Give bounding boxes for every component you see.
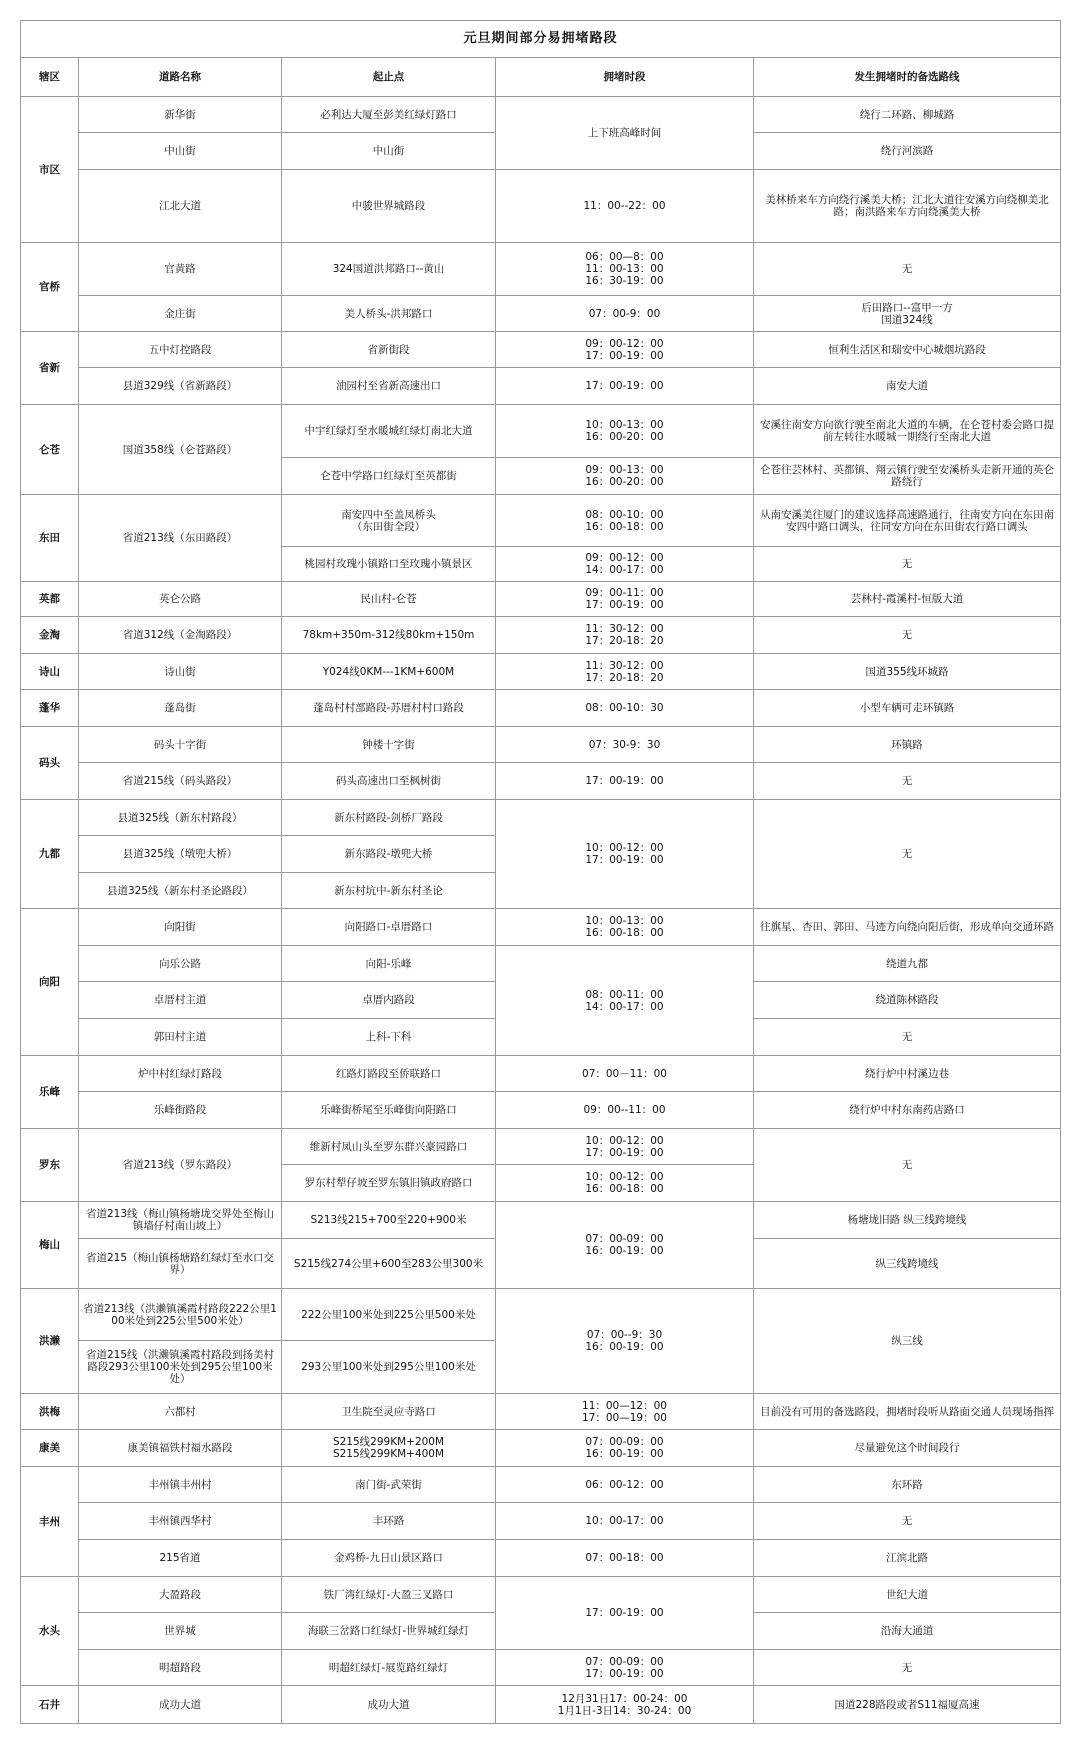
start-end-cell: 中宇红绿灯至水暖城红绿灯南北大道 [282,405,496,458]
start-end-cell: 293公里100米处到295公里100米处 [282,1341,496,1394]
district-cell: 省新 [21,332,79,405]
start-end-cell: S215线299KM+200M S215线299KM+400M [282,1430,496,1467]
congestion-time-cell: 07：30-9：30 [496,727,754,763]
road-name-cell: 炉中村红绿灯路段 [79,1056,282,1092]
district-cell: 英都 [21,582,79,617]
district-cell: 向阳 [21,909,79,1056]
road-name-cell: 县道325线（新东村圣论路段） [79,873,282,909]
table-row [21,909,1061,946]
start-end-cell: 222公里100米处到225公里500米处 [282,1289,496,1341]
alternative-route-cell: 东环路 [754,1467,1061,1503]
road-name-cell: 县道329线（省新路段） [79,368,282,405]
district-cell: 市区 [21,97,79,243]
road-name-cell: 向乐公路 [79,946,282,982]
congestion-sheet [20,20,1060,1724]
alternative-route-cell: 仑苍往芸林村、英都镇、翔云镇行驶至安溪桥头走新开通的英仑路绕行 [754,458,1061,495]
road-name-cell: 中山街 [79,133,282,170]
table-row [21,1129,1061,1165]
start-end-cell: Y024线0KM---1KM+600M [282,654,496,690]
road-name-cell: 省道312线（金淘路段） [79,617,282,654]
congestion-time-cell: 07：00-18：00 [496,1540,754,1577]
district-cell: 洪梅 [21,1394,79,1430]
road-name-cell: 官黄路 [79,243,282,296]
congestion-time-cell: 07：00－11：00 [496,1056,754,1092]
alternative-route-cell: 安溪往南安方向欲行驶至南北大道的车辆，在仑苍村委会路口提前左转往水暖城一期绕行至南北大道 [754,405,1061,458]
district-cell: 乐峰 [21,1056,79,1129]
alternative-route-cell: 沿海大通道 [754,1613,1061,1650]
header-range: 起止点 [282,58,496,97]
alternative-route-cell: 无 [754,1019,1061,1056]
table-row [21,1056,1061,1092]
road-name-cell: 江北大道 [79,170,282,243]
table-row [21,654,1061,690]
road-name-cell: 码头十字街 [79,727,282,763]
congestion-time-cell: 10：00-12：00 17：00-19：00 [496,800,754,909]
road-name-cell: 国道358线（仑苍路段） [79,405,282,495]
table-row [21,1686,1061,1724]
table-row [21,1394,1061,1430]
table-row [21,170,1061,243]
congestion-time-cell: 10：00-17：00 [496,1503,754,1540]
table-row [21,1289,1061,1341]
district-cell: 梅山 [21,1202,79,1289]
alternative-route-cell: 目前没有可用的备选路段，拥堵时段听从路面交通人员现场指挥 [754,1394,1061,1430]
alternative-route-cell: 绕行二环路、柳城路 [754,97,1061,133]
road-name-cell: 丰州镇西华村 [79,1503,282,1540]
alternative-route-cell: 纵三线跨境线 [754,1239,1061,1289]
congestion-time-cell: 09：00-12：00 14：00-17：00 [496,547,754,582]
start-end-cell: 上科-下科 [282,1019,496,1056]
congestion-time-cell: 11：00—12：00 17：00—19：00 [496,1394,754,1430]
start-end-cell: 南门街-武荣街 [282,1467,496,1503]
alternative-route-cell: 绕道九都 [754,946,1061,982]
alternative-route-cell: 从南安溪美往厦门的建议选择高速路通行，往南安方向在东田南安四中路口调头，往同安方向在东田街农行路口调头 [754,495,1061,547]
congestion-time-cell: 17：00-19：00 [496,1577,754,1650]
table-row [21,1577,1061,1613]
table-row [21,368,1061,405]
table-row [21,97,1061,133]
start-end-cell: 中骏世界城路段 [282,170,496,243]
start-end-cell: 海联三岔路口红绿灯-世界城红绿灯 [282,1613,496,1650]
district-cell: 东田 [21,495,79,582]
district-cell: 石井 [21,1686,79,1724]
start-end-cell: 新东村路段-剑桥厂路段 [282,800,496,836]
district-cell: 仑苍 [21,405,79,495]
congestion-time-cell: 11：30-12：00 17：20-18：20 [496,617,754,654]
road-name-cell: 金庄街 [79,296,282,332]
start-end-cell: 油园村至省新高速出口 [282,368,496,405]
start-end-cell: 省新街段 [282,332,496,368]
start-end-cell: 卓厝内路段 [282,982,496,1019]
header-time: 拥堵时段 [496,58,754,97]
start-end-cell: 中山街 [282,133,496,170]
start-end-cell: 桃园村玫瑰小镇路口至玫瑰小镇景区 [282,547,496,582]
start-end-cell: 罗东村犁仔坡至罗东镇旧镇政府路口 [282,1165,496,1202]
start-end-cell: 美人桥头-洪邦路口 [282,296,496,332]
table-row [21,617,1061,654]
road-name-cell: 省道215（梅山镇杨塘路红绿灯至水口交界） [79,1239,282,1289]
congestion-time-cell: 06：00-12：00 [496,1467,754,1503]
road-name-cell: 诗山街 [79,654,282,690]
district-cell: 罗东 [21,1129,79,1202]
road-name-cell: 省道213线（东田路段） [79,495,282,582]
alternative-route-cell: 无 [754,800,1061,909]
alternative-route-cell: 后田路口--富甲一方 国道324线 [754,296,1061,332]
start-end-cell: 78km+350m-312线80km+150m [282,617,496,654]
table-row [21,1092,1061,1129]
start-end-cell: 新东村坑中-新东村圣论 [282,873,496,909]
district-cell: 蓬华 [21,690,79,727]
start-end-cell: 民山村-仑苍 [282,582,496,617]
start-end-cell: 明超红绿灯-展览路红绿灯 [282,1650,496,1686]
alternative-route-cell: 杨塘垅旧路 纵三线跨境线 [754,1202,1061,1239]
table-row [21,243,1061,296]
road-name-cell: 英仑公路 [79,582,282,617]
road-name-cell: 丰州镇丰州村 [79,1467,282,1503]
alternative-route-cell: 小型车辆可走环镇路 [754,690,1061,727]
start-end-cell: 324国道洪邦路口--黄山 [282,243,496,296]
road-name-cell: 康美镇福铁村福水路段 [79,1430,282,1467]
table-row [21,1540,1061,1577]
road-name-cell: 卓厝村主道 [79,982,282,1019]
start-end-cell: 新东路段-墩兜大桥 [282,836,496,873]
congestion-time-cell: 11：00--22：00 [496,170,754,243]
alternative-route-cell: 无 [754,617,1061,654]
start-end-cell: 仑苍中学路口红绿灯至英都街 [282,458,496,495]
table-row [21,405,1061,458]
road-name-cell: 向阳街 [79,909,282,946]
congestion-time-cell: 08：00-11：00 14：00-17：00 [496,946,754,1056]
congestion-time-cell: 07：00-9：00 [496,296,754,332]
road-name-cell: 郭田村主道 [79,1019,282,1056]
start-end-cell: 蓬岛村村部路段-苏厝村村口路段 [282,690,496,727]
congestion-time-cell: 08：00-10：00 16：00-18：00 [496,495,754,547]
alternative-route-cell: 美林桥来车方向绕行溪美大桥；江北大道往安溪方向绕柳美北路；南洪路来车方向绕溪美大桥 [754,170,1061,243]
road-name-cell: 省道213线（梅山镇杨塘垅交界处至梅山镇墙仔村南山坡上） [79,1202,282,1239]
road-name-cell: 乐峰街路段 [79,1092,282,1129]
alternative-route-cell: 恒利生活区和瑞安中心城烟坑路段 [754,332,1061,368]
start-end-cell: 向阳路口-卓厝路口 [282,909,496,946]
start-end-cell: S213线215+700至220+900米 [282,1202,496,1239]
congestion-time-cell: 09：00-13：00 16：00-20：00 [496,458,754,495]
district-cell: 洪濑 [21,1289,79,1394]
congestion-time-cell: 07：00-09：00 17：00-19：00 [496,1650,754,1686]
alternative-route-cell: 无 [754,1129,1061,1202]
start-end-cell: S215线274公里+600至283公里300米 [282,1239,496,1289]
congestion-time-cell: 07：00-09：00 16：00-19：00 [496,1430,754,1467]
start-end-cell: 南安四中至盖凤桥头 （东田街全段） [282,495,496,547]
header-alternative: 发生拥堵时的备选路线 [754,58,1061,97]
congestion-time-cell: 07：00-09：00 16：00-19：00 [496,1202,754,1289]
district-cell: 诗山 [21,654,79,690]
congestion-time-cell: 06：00—8：00 11：00-13：00 16：30-19：00 [496,243,754,296]
congestion-time-cell: 07：00--9：30 16：00-19：00 [496,1289,754,1394]
table-row [21,946,1061,982]
table-row [21,1202,1061,1239]
start-end-cell: 向阳-乐峰 [282,946,496,982]
road-name-cell: 省道215线（洪濑镇溪霞村路段到扬美村路段293公里100米处到295公里100米处） [79,1341,282,1394]
title-row [21,21,1061,58]
table-row [21,1650,1061,1686]
alternative-route-cell: 无 [754,547,1061,582]
alternative-route-cell: 无 [754,1503,1061,1540]
table-row [21,690,1061,727]
start-end-cell: 钟楼十字街 [282,727,496,763]
start-end-cell: 码头高速出口至枫树街 [282,763,496,800]
table-row [21,332,1061,368]
alternative-route-cell: 南安大道 [754,368,1061,405]
alternative-route-cell: 绕行炉中村东南药店路口 [754,1092,1061,1129]
road-name-cell: 省道213线（洪濑镇溪霞村路段222公里100米处到225公里500米处） [79,1289,282,1341]
table-row [21,763,1061,800]
table-body [21,97,1061,1724]
road-name-cell: 世界城 [79,1613,282,1650]
start-end-cell: 维新村凤山头至罗东群兴豪园路口 [282,1129,496,1165]
table-row [21,727,1061,763]
congestion-time-cell: 上下班高峰时间 [496,97,754,170]
header-district: 辖区 [21,58,79,97]
alternative-route-cell: 绕行河滨路 [754,133,1061,170]
alternative-route-cell: 绕道陈林路段 [754,982,1061,1019]
congestion-time-cell: 09：00-12：00 17：00-19：00 [496,332,754,368]
table-row [21,1503,1061,1540]
alternative-route-cell: 国道228路段或者S11福厦高速 [754,1686,1061,1724]
alternative-route-cell: 无 [754,243,1061,296]
alternative-route-cell: 环镇路 [754,727,1061,763]
table-row [21,800,1061,836]
start-end-cell: 红路灯路段至侨联路口 [282,1056,496,1092]
district-cell: 丰州 [21,1467,79,1577]
header-road: 道路名称 [79,58,282,97]
road-name-cell: 省道213线（罗东路段） [79,1129,282,1202]
alternative-route-cell: 国道355线环城路 [754,654,1061,690]
congestion-time-cell: 09：00-11：00 17：00-19：00 [496,582,754,617]
congestion-time-cell: 08：00-10：30 [496,690,754,727]
start-end-cell: 必利达大厦至彭美红绿灯路口 [282,97,496,133]
alternative-route-cell: 世纪大道 [754,1577,1061,1613]
alternative-route-cell: 无 [754,763,1061,800]
road-name-cell: 成功大道 [79,1686,282,1724]
alternative-route-cell: 绕行炉中村溪边巷 [754,1056,1061,1092]
congestion-time-cell: 10：00-12：00 17：00-19：00 [496,1129,754,1165]
district-cell: 水头 [21,1577,79,1686]
table-row [21,1467,1061,1503]
start-end-cell: 成功大道 [282,1686,496,1724]
start-end-cell: 铁厂湾红绿灯-大盈三叉路口 [282,1577,496,1613]
table-title: 元旦期间部分易拥堵路段 [21,21,1061,58]
alternative-route-cell: 芸林村-霞溪村-恒版大道 [754,582,1061,617]
district-cell: 九都 [21,800,79,909]
alternative-route-cell: 纵三线 [754,1289,1061,1394]
congestion-time-cell: 12月31日17：00-24：00 1月1日-3日14：30-24：00 [496,1686,754,1724]
congestion-time-cell: 10：00-13：00 16：00-18：00 [496,909,754,946]
table-row [21,296,1061,332]
road-name-cell: 县道325线（新东村路段） [79,800,282,836]
congestion-time-cell: 17：00-19：00 [496,368,754,405]
congestion-time-cell: 17：00-19：00 [496,763,754,800]
district-cell: 码头 [21,727,79,800]
road-name-cell: 明超路段 [79,1650,282,1686]
alternative-route-cell: 无 [754,1650,1061,1686]
road-name-cell: 大盈路段 [79,1577,282,1613]
congestion-time-cell: 10：00-12：00 16：00-18：00 [496,1165,754,1202]
congestion-time-cell: 11：30-12：00 17：20-18：20 [496,654,754,690]
table-row [21,582,1061,617]
start-end-cell: 乐峰街桥尾至乐峰街向阳路口 [282,1092,496,1129]
start-end-cell: 卫生院至灵应寺路口 [282,1394,496,1430]
header-row [21,58,1061,97]
district-cell: 官桥 [21,243,79,332]
road-name-cell: 五中灯控路段 [79,332,282,368]
alternative-route-cell: 江滨北路 [754,1540,1061,1577]
alternative-route-cell: 尽量避免这个时间段行 [754,1430,1061,1467]
congestion-time-cell: 10：00-13：00 16：00-20：00 [496,405,754,458]
road-name-cell: 215省道 [79,1540,282,1577]
table-row [21,495,1061,547]
road-name-cell: 蓬岛街 [79,690,282,727]
road-name-cell: 县道325线（墩兜大桥） [79,836,282,873]
congestion-table [20,20,1061,1724]
road-name-cell: 六都村 [79,1394,282,1430]
road-name-cell: 新华街 [79,97,282,133]
start-end-cell: 金鸡桥-九日山景区路口 [282,1540,496,1577]
congestion-time-cell: 09：00--11：00 [496,1092,754,1129]
district-cell: 康美 [21,1430,79,1467]
road-name-cell: 省道215线（码头路段） [79,763,282,800]
district-cell: 金淘 [21,617,79,654]
alternative-route-cell: 往旗星、杏田、郭田、马迹方向绕向阳后街，形成单向交通环路 [754,909,1061,946]
start-end-cell: 丰环路 [282,1503,496,1540]
table-row [21,1430,1061,1467]
